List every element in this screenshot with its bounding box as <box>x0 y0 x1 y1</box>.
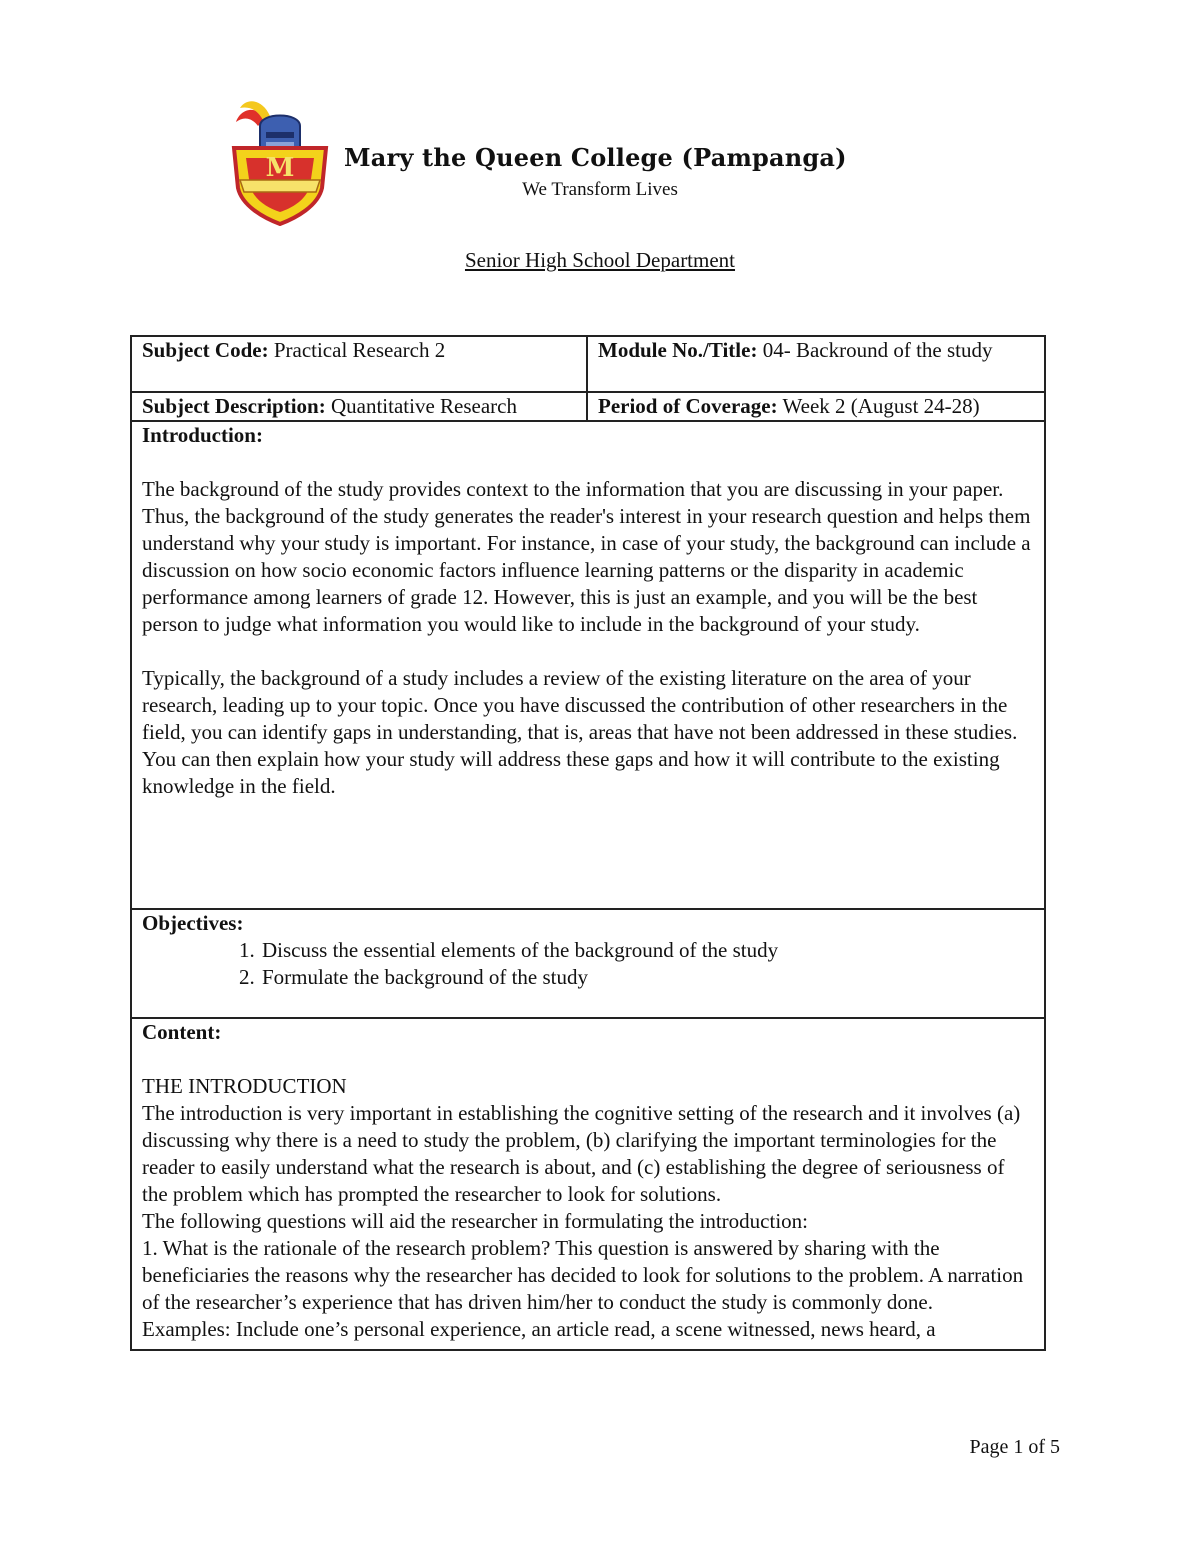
module-title-value: 04- Backround of the study <box>757 338 993 362</box>
introduction-title: Introduction: <box>142 423 263 447</box>
school-name: Mary the Queen College (Pampanga) <box>344 143 847 172</box>
content-paragraph: The following questions will aid the researcher in formulating the introduction: <box>142 1209 809 1233</box>
subject-code-cell <box>131 336 587 392</box>
objective-item: 1. Discuss the essential elements of the background of the study <box>260 937 1034 964</box>
content-section <box>131 1018 1045 1350</box>
objectives-list <box>142 937 1034 991</box>
content-paragraph: Examples: Include one’s personal experience, an article read, a scene witnessed, news heard, a <box>142 1317 936 1341</box>
subject-description-label: Subject Description: <box>142 394 326 418</box>
subject-description-value: Quantitative Research <box>325 394 517 418</box>
module-title-cell <box>587 336 1045 392</box>
page-number: Page 1 of 5 <box>969 1436 1060 1458</box>
subject-description-cell <box>131 392 587 421</box>
module-table <box>130 335 1046 1351</box>
content-subheading: THE INTRODUCTION <box>142 1074 347 1098</box>
subject-code-label: Subject Code: <box>142 338 269 362</box>
introduction-paragraph: The background of the study provides context to the information that you are discussing in your paper. Thus, the background of the study generates the reader's interest in your research question and helps them understand why your study is important. For instance, in case of your study, the background can include a discussion on how socio economic factors influence learning patterns or the disparity in academic performance among learners of grade 12. However, this is just an example, and you will be the best person to judge what information you would like to include in the background of your study. <box>142 477 1031 636</box>
period-coverage-value: Week 2 (August 24-28) <box>777 394 980 418</box>
objectives-section <box>131 909 1045 1018</box>
subject-code-value: Practical Research 2 <box>268 338 446 362</box>
objective-item: 2. Formulate the background of the study <box>260 964 1034 991</box>
introduction-section <box>131 421 1045 909</box>
period-coverage-label: Period of Coverage: <box>598 394 778 418</box>
logo-letter: M <box>265 153 295 183</box>
tagline: We Transform Lives <box>522 179 678 200</box>
content-paragraph: The introduction is very important in establishing the cognitive setting of the research and it involves (a) discussing why there is a need to study the problem, (b) clarifying the important terminologies for the reader to easily understand what the research is about, and (c) establishing the degree of seriousness of the problem which has prompted the researcher to look for solutions. <box>142 1101 1021 1206</box>
objectives-title: Objectives: <box>142 911 244 935</box>
college-logo <box>226 96 334 226</box>
content-title: Content: <box>142 1020 222 1044</box>
period-coverage-cell <box>587 392 1045 421</box>
introduction-paragraph: Typically, the background of a study includes a review of the existing literature on the area of your research, leading up to your topic. Once you have discussed the contribution of other researchers in the field, you can identify gaps in understanding, that is, areas that have not been addressed in these studies. You can then explain how your study will address these gaps and how it will contribute to the existing knowledge in the field. <box>142 666 1018 798</box>
department-title: Senior High School Department <box>464 248 736 272</box>
content-paragraph: 1. What is the rationale of the research problem? This question is answered by sharing with the beneficiaries the reasons why the researcher has decided to look for solutions to the problem. A narration of the researcher’s experience that has driven him/her to conduct the study is commonly done. <box>142 1236 1024 1314</box>
module-title-label: Module No./Title: <box>598 338 758 362</box>
